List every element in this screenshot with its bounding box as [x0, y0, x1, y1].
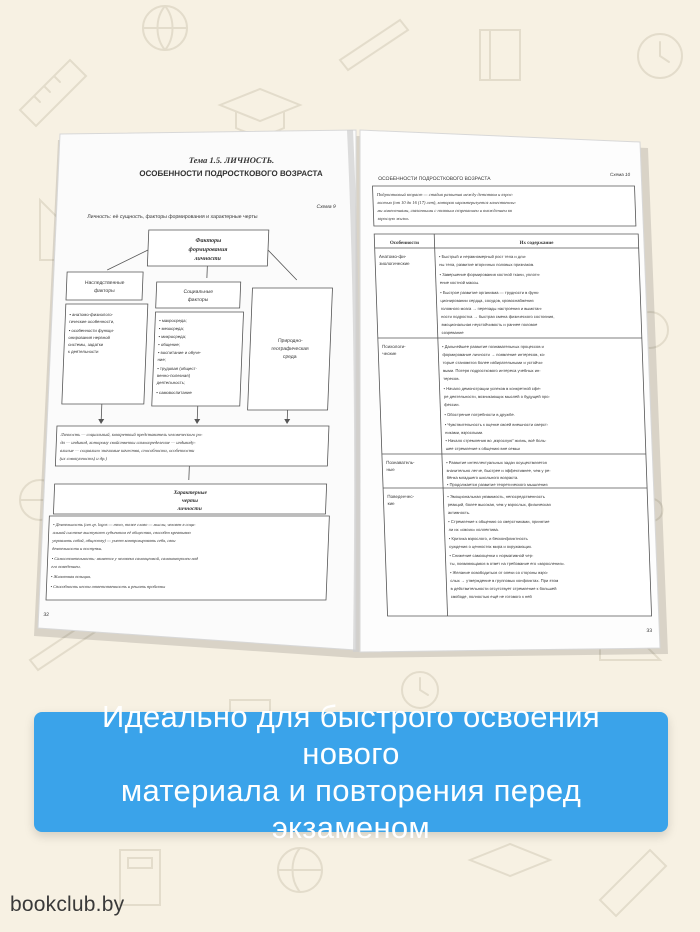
- branch2-item: венно-полезная): [156, 373, 191, 378]
- branch2-item: ние;: [157, 357, 167, 362]
- row-content: • Желание освободиться от опеки со стороны взро-: [449, 570, 549, 575]
- factors-box-1: Факторы: [195, 238, 222, 244]
- intro-line: взрослую жизнь: [377, 216, 409, 221]
- branch2-item: • трудовая (общест-: [157, 366, 198, 371]
- row-content: ты, появляющаяся в ответ на требование его «взросления».: [449, 561, 566, 566]
- definition-line: альные — социально значимые качества, способности, особенности: [59, 448, 195, 453]
- row-content: шее стремление к общению вне семьи: [445, 446, 520, 451]
- trait-line: • Жизненная позиция.: [50, 574, 92, 579]
- branch3-1: Природно-: [277, 338, 303, 344]
- trait-line: деятельности и поступки.: [51, 546, 103, 551]
- row-content: головного мозга → перепады настроения и вымотан-: [440, 306, 543, 311]
- branch3-2: географическая: [271, 346, 309, 352]
- row-content: • Дальнейшее развитие познавательных процессов и: [442, 344, 544, 349]
- branch2-item: • самовоспитание: [156, 390, 192, 395]
- row-content: в действительности отсутствует стремление к большей: [450, 586, 557, 591]
- row-content: созревание: [441, 330, 464, 335]
- promo-line-3: экзаменом: [271, 810, 431, 845]
- definition-line: (их совокупность) и др.): [59, 456, 108, 461]
- branch1-item: гические особенности,: [69, 319, 115, 324]
- intro-line: ми изменениями, связанными с половым созреванием и вхождением во: [377, 208, 513, 213]
- right-page-number: 33: [646, 628, 653, 634]
- row-content: ны тела, развитие вторичных половых признаков.: [439, 262, 535, 267]
- branch2-1: Социальные: [183, 289, 214, 295]
- branch1-item: системы, задатки: [68, 342, 104, 347]
- intro-line: лостью (от 10 до 16 (17) лет), которая характеризуется качественны-: [377, 200, 517, 205]
- definition-line: да — индивид, которому свойственны самоопределение — индивиду-: [60, 440, 196, 445]
- row-content: эмоциональная неустойчивость и раннее половое: [441, 322, 538, 327]
- row-content: свободе, полностью ещё не готового к ней: [450, 594, 532, 599]
- row-content: • Начало демонстрации успехов в конкретной сфе-: [443, 386, 542, 391]
- branch1-1: Наследственные: [84, 280, 125, 286]
- trait-line: • Самостоятельность: является у человека самооценкой, самоконтролем над: [51, 556, 199, 561]
- branch2-2: факторы: [187, 297, 209, 303]
- branch1-2: факторы: [93, 288, 115, 294]
- row-content: суждения о ценностях мира и окружающих.: [449, 544, 533, 549]
- promo-banner: [34, 699, 668, 845]
- row-content: реакций, более высокая, чем у взрослых, физическая: [447, 502, 551, 507]
- traits-box-1: Характерные: [173, 490, 208, 496]
- traits-box-3: личности: [177, 506, 202, 512]
- trait-line: его поведением.: [51, 564, 81, 569]
- row-label: Поведенчес-: [387, 494, 415, 499]
- row-content: • Стремление к общению со сверстниками, принятие: [448, 519, 550, 524]
- row-content: никами, взрослыми.: [445, 430, 484, 435]
- row-content: выми. Потеря подросткового интереса учебных ин-: [442, 368, 541, 373]
- intro-line: Подростковый возраст — стадия развития между детством и взрос-: [376, 192, 514, 197]
- trait-line: • Деятельность (от гр. logos — тело, тоже слово — мысли, человек в соци-: [52, 522, 196, 527]
- right-scheme-label: Схема 10: [609, 172, 631, 177]
- row-content: ности подростка → быстрая смена физического состояния,: [440, 314, 555, 319]
- trait-line: альной системе выступает субъектом её общества, способен креативно: [52, 530, 191, 535]
- row-content: • Эмоциональная уязвимость, непосредственность: [447, 494, 545, 499]
- row-content: ли их «своих» коллектива.: [448, 527, 499, 532]
- row-label: Анатомо-фи-: [378, 254, 407, 259]
- row-label: кие: [387, 501, 395, 506]
- branch2-item: • воспитание и обуче-: [157, 350, 202, 355]
- branch1-item: онирования нервной: [68, 335, 111, 340]
- row-content: • Продолжается развитие теоретического мышления: [446, 482, 548, 487]
- row-content: бёнка младшего школьного возраста.: [446, 475, 519, 480]
- row-content: • Быстрый и неравномерный рост тела и дли-: [438, 254, 527, 259]
- trait-line: • Способность нести ответственность и решать проблемы: [50, 584, 166, 589]
- brand-watermark: bookclub.by: [10, 893, 125, 916]
- row-content: • Снижение самооценки к нормативной чер-: [449, 553, 534, 558]
- traits-box-2: черты: [181, 498, 199, 504]
- row-content: тересов.: [443, 376, 460, 381]
- row-content: торые становятся более избирательными и устойчи-: [442, 360, 544, 365]
- row-content: • Чувствительность к оценке своей внешности сверст-: [444, 422, 549, 427]
- row-content: • Развитие интеллектуальных задач осуществляется: [446, 460, 547, 465]
- row-content: • Завершение формирования костной ткани, уплотн-: [439, 272, 541, 277]
- left-title-1: Тема 1.5. ЛИЧНОСТЬ.: [188, 155, 275, 165]
- promo-line-2: материала и повторения перед: [120, 773, 582, 808]
- row-content: • Критика взрослого, и бесконфликтность: [448, 536, 528, 541]
- branch2-item: • общение;: [158, 342, 181, 347]
- row-content: фессии.: [444, 402, 460, 407]
- branch2-item: • микросреда;: [158, 334, 187, 339]
- row-content: ение костной массы.: [439, 280, 480, 285]
- right-header: ОСОБЕННОСТИ ПОДРОСТКОВОГО ВОЗРАСТА: [378, 176, 491, 182]
- left-scheme-label: Схема 9: [316, 204, 336, 210]
- row-content: • Быстрое развитие организма — трудности в функ-: [440, 290, 540, 295]
- col1-header: Особенности: [389, 241, 420, 246]
- row-label: ческие: [382, 351, 397, 356]
- row-content: значительно легче, быстрее и эффективнее, чем у ре-: [446, 468, 551, 473]
- right-page-content: [372, 172, 652, 634]
- row-label: Познаватель-: [386, 460, 415, 465]
- promo-line-1: Идеально для быстрого освоения нового: [102, 699, 600, 771]
- definition-line: Личность — социальный, конкретный представитель человеческого ро-: [60, 432, 203, 437]
- branch1-item: к деятельности: [67, 349, 99, 354]
- branch1-item: • анатомо-физиолого-: [69, 312, 114, 317]
- left-page-number: 32: [43, 612, 50, 618]
- left-title-2: ОСОБЕННОСТИ ПОДРОСТКОВОГО ВОЗРАСТА: [139, 169, 323, 178]
- trait-line: управлять собой, обществу) — умеет контролировать себя, свои: [52, 538, 176, 543]
- row-label: зиологические: [379, 261, 410, 266]
- row-label: Психологи-: [382, 344, 406, 349]
- left-subtitle: Личность: её сущность, факторы формирования и характерные черты: [87, 214, 258, 220]
- branch2-item: деятельность;: [156, 380, 186, 385]
- branch1-item: • особенности функци-: [68, 328, 115, 333]
- row-content: ре деятельности, возникающих мыслей о будущей про-: [443, 394, 550, 399]
- branch3-3: среда: [282, 354, 297, 360]
- row-content: • Обострение потребности в дружбе.: [444, 412, 515, 417]
- row-label: ные: [386, 467, 395, 472]
- row-content: • Начало стремления во „взрослую“ жизнь, всё боль-: [445, 438, 547, 443]
- row-content: формирование личности → появление интересов, ко-: [442, 352, 546, 357]
- factors-box-3: личности: [194, 256, 222, 262]
- branch2-item: • макросреда;: [159, 318, 187, 323]
- col2-header: Их содержание: [519, 241, 554, 246]
- branch2-item: • мезосреда;: [158, 326, 185, 331]
- row-content: ционировании сердца, сосудов, кровоснабжения: [440, 298, 534, 303]
- row-content: слых → утверждение в групповых конфликтах. При этом: [450, 578, 559, 583]
- factors-box-2: формирования: [188, 247, 228, 253]
- promo-text: [34, 698, 668, 846]
- row-content: активность.: [447, 510, 471, 515]
